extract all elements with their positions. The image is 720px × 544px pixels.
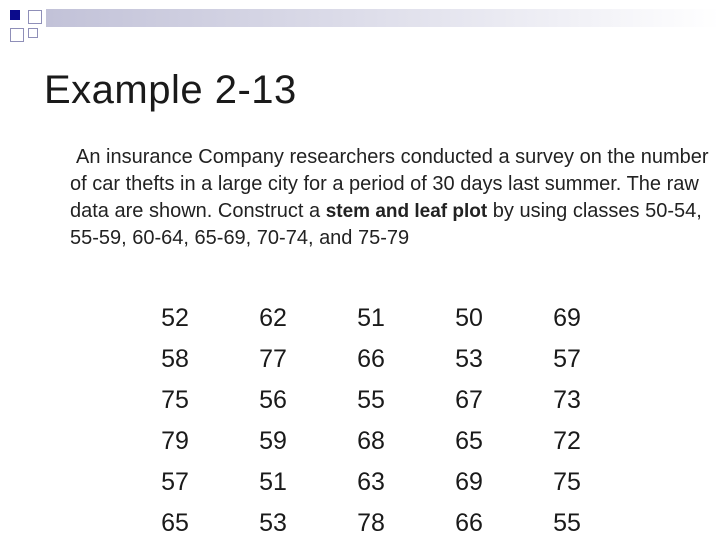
data-cell: 65 [455, 427, 483, 455]
problem-text-part-1: An insurance Company researchers conducted a survey on the number of car thefts in a large city for a period of 30 days last summer. The raw data are shown. Construct a [70, 146, 709, 222]
data-cell: 57 [553, 345, 581, 373]
data-cell: 69 [553, 304, 581, 332]
data-cell: 51 [357, 304, 385, 332]
data-cell: 62 [259, 304, 287, 332]
stem-and-leaf-term: stem and leaf plot [325, 201, 488, 222]
data-cell: 72 [553, 427, 581, 455]
problem-text-part-2: by using classes 50-54, 55-59, 60-64, 65-69, 70-74, and 75-79 [70, 200, 702, 249]
raw-data-table [145, 298, 635, 544]
data-cell: 75 [161, 386, 189, 414]
data-cell: 77 [259, 345, 287, 373]
data-cell: 52 [161, 304, 189, 332]
data-cell: 57 [161, 468, 189, 496]
corner-square-3 [10, 28, 24, 42]
problem-statement [70, 144, 710, 252]
data-cell: 55 [553, 509, 581, 537]
data-cell: 79 [161, 427, 189, 455]
corner-square-4 [28, 28, 38, 38]
data-cell: 69 [455, 468, 483, 496]
data-cell: 51 [259, 468, 287, 496]
corner-square-1 [10, 10, 20, 20]
data-cell: 78 [357, 509, 385, 537]
data-cell: 53 [455, 345, 483, 373]
data-cell: 73 [553, 386, 581, 414]
data-cell: 58 [161, 345, 189, 373]
corner-square-2 [28, 10, 42, 24]
slide-title: Example 2-13 [44, 68, 297, 112]
data-cell: 59 [259, 427, 287, 455]
data-cell: 68 [357, 427, 385, 455]
data-cell: 66 [455, 509, 483, 537]
data-cell: 63 [357, 468, 385, 496]
header-gradient-bar [46, 9, 720, 27]
data-cell: 56 [259, 386, 287, 414]
data-cell: 53 [259, 509, 287, 537]
data-cell: 65 [161, 509, 189, 537]
data-cell: 67 [455, 386, 483, 414]
data-cell: 50 [455, 304, 483, 332]
data-cell: 55 [357, 386, 385, 414]
data-cell: 75 [553, 468, 581, 496]
data-cell: 66 [357, 345, 385, 373]
